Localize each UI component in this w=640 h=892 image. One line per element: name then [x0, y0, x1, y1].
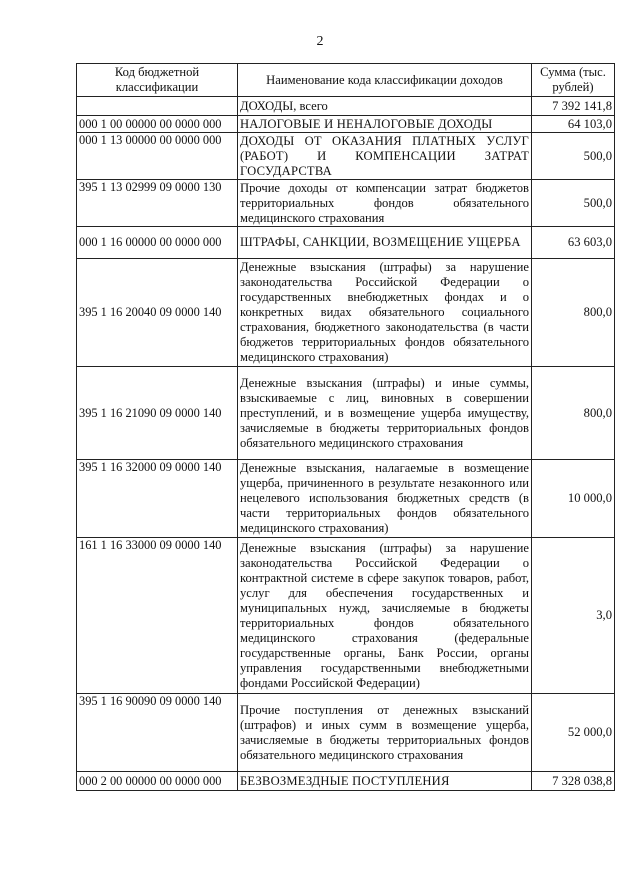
row-name: Денежные взыскания (штрафы) за нарушение законодательства Российской Федерации о государственных внебюджетных фондах и о конкретных видах обязательного социального страхования, бюджетного законодательства (в части бюджетов территориальных фондов обязательного медицинского страхования)	[238, 259, 532, 367]
row-name: Денежные взыскания (штрафы) за нарушение законодательства Российской Федерации о контрактной системе в сфере закупок товаров, работ, услуг для обеспечения государственных и муниципальных нужд, зачисляемые в бюджеты территориальных фондов обязательного медицинского страхования (федеральные государственные органы, Банк России, органы управления государственными внебюджетными фондами Российской Федерации)	[238, 538, 532, 694]
table-row	[77, 133, 615, 180]
row-code: 000 2 00 00000 00 0000 000	[77, 772, 238, 791]
table-row	[77, 116, 615, 133]
table-row	[77, 538, 615, 694]
row-code: 000 1 13 00000 00 0000 000	[77, 133, 238, 180]
row-sum: 800,0	[532, 367, 615, 460]
row-sum: 7 328 038,8	[532, 772, 615, 791]
row-sum: 63 603,0	[532, 227, 615, 259]
row-sum: 500,0	[532, 180, 615, 227]
row-sum: 800,0	[532, 259, 615, 367]
row-name: ШТРАФЫ, САНКЦИИ, ВОЗМЕЩЕНИЕ УЩЕРБА	[238, 227, 532, 259]
header-sum: Сумма (тыс. рублей)	[532, 64, 615, 97]
page-number: 2	[316, 34, 324, 49]
row-name: ДОХОДЫ, всего	[238, 97, 532, 116]
row-code: 395 1 16 20040 09 0000 140	[77, 259, 238, 367]
row-code: 161 1 16 33000 09 0000 140	[77, 538, 238, 694]
table-row	[77, 227, 615, 259]
table-row-total	[77, 97, 615, 116]
table-row	[77, 367, 615, 460]
row-sum: 7 392 141,8	[532, 97, 615, 116]
row-code: 395 1 16 90090 09 0000 140	[77, 694, 238, 772]
row-code	[77, 97, 238, 116]
row-code: 395 1 16 32000 09 0000 140	[77, 460, 238, 538]
table-row	[77, 180, 615, 227]
row-sum: 500,0	[532, 133, 615, 180]
table-row	[77, 259, 615, 367]
table-row	[77, 772, 615, 791]
row-code: 395 1 16 21090 09 0000 140	[77, 367, 238, 460]
table-row	[77, 694, 615, 772]
row-sum: 52 000,0	[532, 694, 615, 772]
row-name: Прочие доходы от компенсации затрат бюджетов территориальных фондов обязательного медицинского страхования	[238, 180, 532, 227]
row-code: 000 1 16 00000 00 0000 000	[77, 227, 238, 259]
table-row	[77, 460, 615, 538]
row-name: НАЛОГОВЫЕ И НЕНАЛОГОВЫЕ ДОХОДЫ	[238, 116, 532, 133]
row-code: 000 1 00 00000 00 0000 000	[77, 116, 238, 133]
row-name: Денежные взыскания (штрафы) и иные суммы, взыскиваемые с лиц, виновных в совершении преступлений, и в возмещение ущерба имуществу, зачисляемые в бюджеты территориальных фондов обязательного медицинского страхования	[238, 367, 532, 460]
row-name: ДОХОДЫ ОТ ОКАЗАНИЯ ПЛАТНЫХ УСЛУГ (РАБОТ) И КОМПЕНСАЦИИ ЗАТРАТ ГОСУДАРСТВА	[238, 133, 532, 180]
header-code: Код бюджетной классификации	[77, 64, 238, 97]
header-name: Наименование кода классификации доходов	[238, 64, 532, 97]
row-name: БЕЗВОЗМЕЗДНЫЕ ПОСТУПЛЕНИЯ	[238, 772, 532, 791]
row-name: Денежные взыскания, налагаемые в возмещение ущерба, причиненного в результате незаконного или нецелевого использования бюджетных средств (в части территориальных фондов обязательного медицинского страхования)	[238, 460, 532, 538]
row-sum: 64 103,0	[532, 116, 615, 133]
row-name: Прочие поступления от денежных взысканий (штрафов) и иных сумм в возмещение ущерба, зачисляемые в бюджеты территориальных фондов обязательного медицинского страхования	[238, 694, 532, 772]
budget-revenue-table	[76, 63, 615, 791]
row-code: 395 1 13 02999 09 0000 130	[77, 180, 238, 227]
row-sum: 3,0	[532, 538, 615, 694]
row-sum: 10 000,0	[532, 460, 615, 538]
